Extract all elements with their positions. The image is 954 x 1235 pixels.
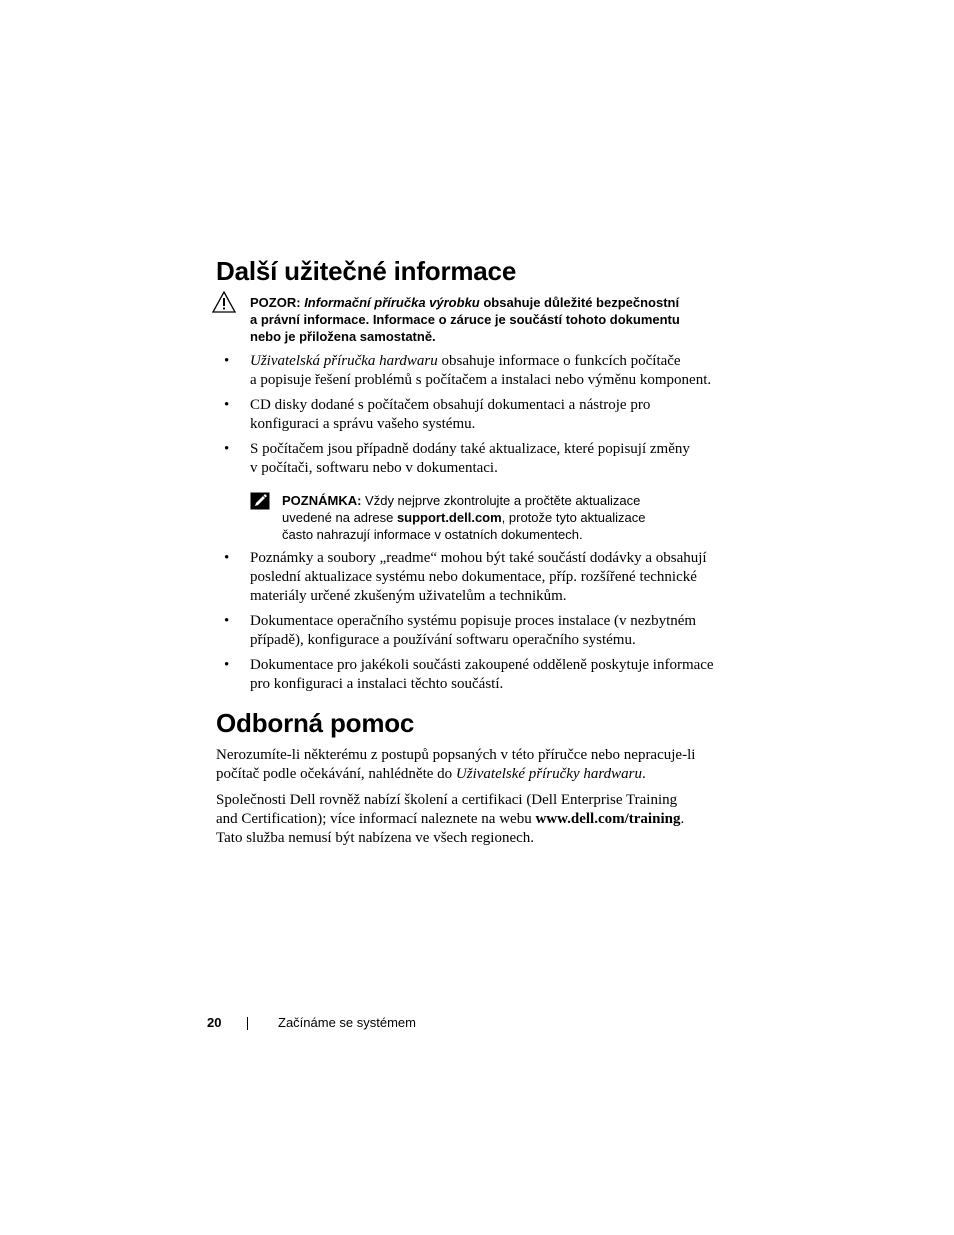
list-item-italic: Uživatelská příručka hardwaru — [250, 353, 438, 369]
para1-line1: Nerozumíte-li některému z postupů popsaných v této příručce nebo nepracuje-li — [216, 747, 696, 763]
footer-separator — [247, 1017, 248, 1030]
caution-line3: nebo je přiložena samostatně. — [250, 329, 436, 344]
list-item-line2: poslední aktualizace systému nebo dokumentace, příp. rozšířené technické — [250, 569, 697, 585]
para2-line2: and Certification); více informací naleznete na webu — [216, 811, 536, 827]
info-list — [216, 352, 726, 478]
caution-line2: a právní informace. Informace o záruce je součástí tohoto dokumentu — [250, 312, 680, 327]
section-title-expert-help: Odborná pomoc — [216, 708, 415, 738]
note-label: POZNÁMKA: — [282, 493, 362, 508]
training-link[interactable]: www.dell.com/training — [535, 811, 681, 827]
bullet-icon: • — [224, 550, 230, 566]
para1-end: . — [642, 766, 646, 782]
page-number: 20 — [207, 1015, 222, 1030]
list-item-line1: Poznámky a soubory „readme“ mohou být také součástí dodávky a obsahují — [250, 550, 707, 566]
bullet-icon: • — [224, 657, 230, 673]
para2-line1: Společnosti Dell rovněž nabízí školení a certifikaci (Dell Enterprise Training — [216, 792, 678, 808]
list-item — [216, 612, 726, 650]
support-link[interactable]: support.dell.com — [396, 510, 502, 525]
list-item-line1: CD disky dodané s počítačem obsahují dokumentaci a nástroje pro — [250, 397, 651, 413]
caution-line1: obsahuje důležité bezpečnostní — [479, 295, 680, 310]
caution-block — [216, 294, 726, 345]
list-item — [216, 549, 726, 606]
para1-line2: počítač podle očekávání, nahlédněte do — [216, 766, 456, 782]
list-item — [216, 656, 726, 694]
caution-text — [250, 294, 726, 345]
warning-triangle-icon — [212, 291, 236, 318]
section-title-additional-info: Další užitečné informace — [216, 256, 517, 286]
list-item-line3: materiály určené zkušeným uživatelům a technikům. — [250, 588, 567, 604]
bullet-icon: • — [224, 441, 230, 457]
list-item-line2: a popisuje řešení problémů s počítačem a instalaci nebo výměnu komponent. — [250, 372, 712, 388]
para2-line2-post: . — [680, 811, 685, 827]
note-line2-post: , protože tyto aktualizace — [501, 510, 646, 525]
para1-italic: Uživatelské příručky hardwaru — [455, 766, 642, 782]
list-item-line2: v počítači, softwaru nebo v dokumentaci. — [250, 460, 498, 476]
list-item-line1: Dokumentace operačního systému popisuje proces instalace (v nezbytném — [250, 613, 697, 629]
note-pencil-icon — [250, 492, 270, 515]
paragraph — [216, 791, 726, 848]
list-item-line2: konfiguraci a správu vašeho systému. — [250, 416, 476, 432]
bullet-icon: • — [224, 353, 230, 369]
chapter-title: Začínáme se systémem — [278, 1015, 416, 1030]
note-block — [250, 492, 726, 543]
info-list-continued — [216, 549, 726, 694]
list-item — [216, 440, 726, 478]
para2-line3: Tato služba nemusí být nabízena ve všech regionech. — [216, 830, 535, 846]
list-item — [216, 352, 726, 390]
caution-label: POZOR: — [250, 295, 301, 310]
list-item-line1: S počítačem jsou případně dodány také aktualizace, které popisují změny — [250, 441, 690, 457]
list-item-line2: případě), konfigurace a používání softwaru operačního systému. — [250, 632, 636, 648]
caution-italic: Informační příručka výrobku — [304, 295, 480, 310]
list-item-line1: obsahuje informace o funkcích počítače — [437, 353, 681, 369]
page-content — [216, 252, 726, 855]
list-item-line1: Dokumentace pro jakékoli součásti zakoupené odděleně poskytuje informace — [250, 657, 714, 673]
note-line3: často nahrazují informace v ostatních dokumentech. — [282, 527, 583, 542]
bullet-icon: • — [224, 397, 230, 413]
note-line1: Vždy nejprve zkontrolujte a pročtěte aktualizace — [361, 493, 641, 508]
list-item-line2: pro konfiguraci a instalaci těchto součástí. — [250, 676, 504, 692]
bullet-icon: • — [224, 613, 230, 629]
paragraph — [216, 746, 726, 784]
list-item — [216, 396, 726, 434]
note-line2-pre: uvedené na adrese — [282, 510, 397, 525]
note-text — [282, 492, 726, 543]
